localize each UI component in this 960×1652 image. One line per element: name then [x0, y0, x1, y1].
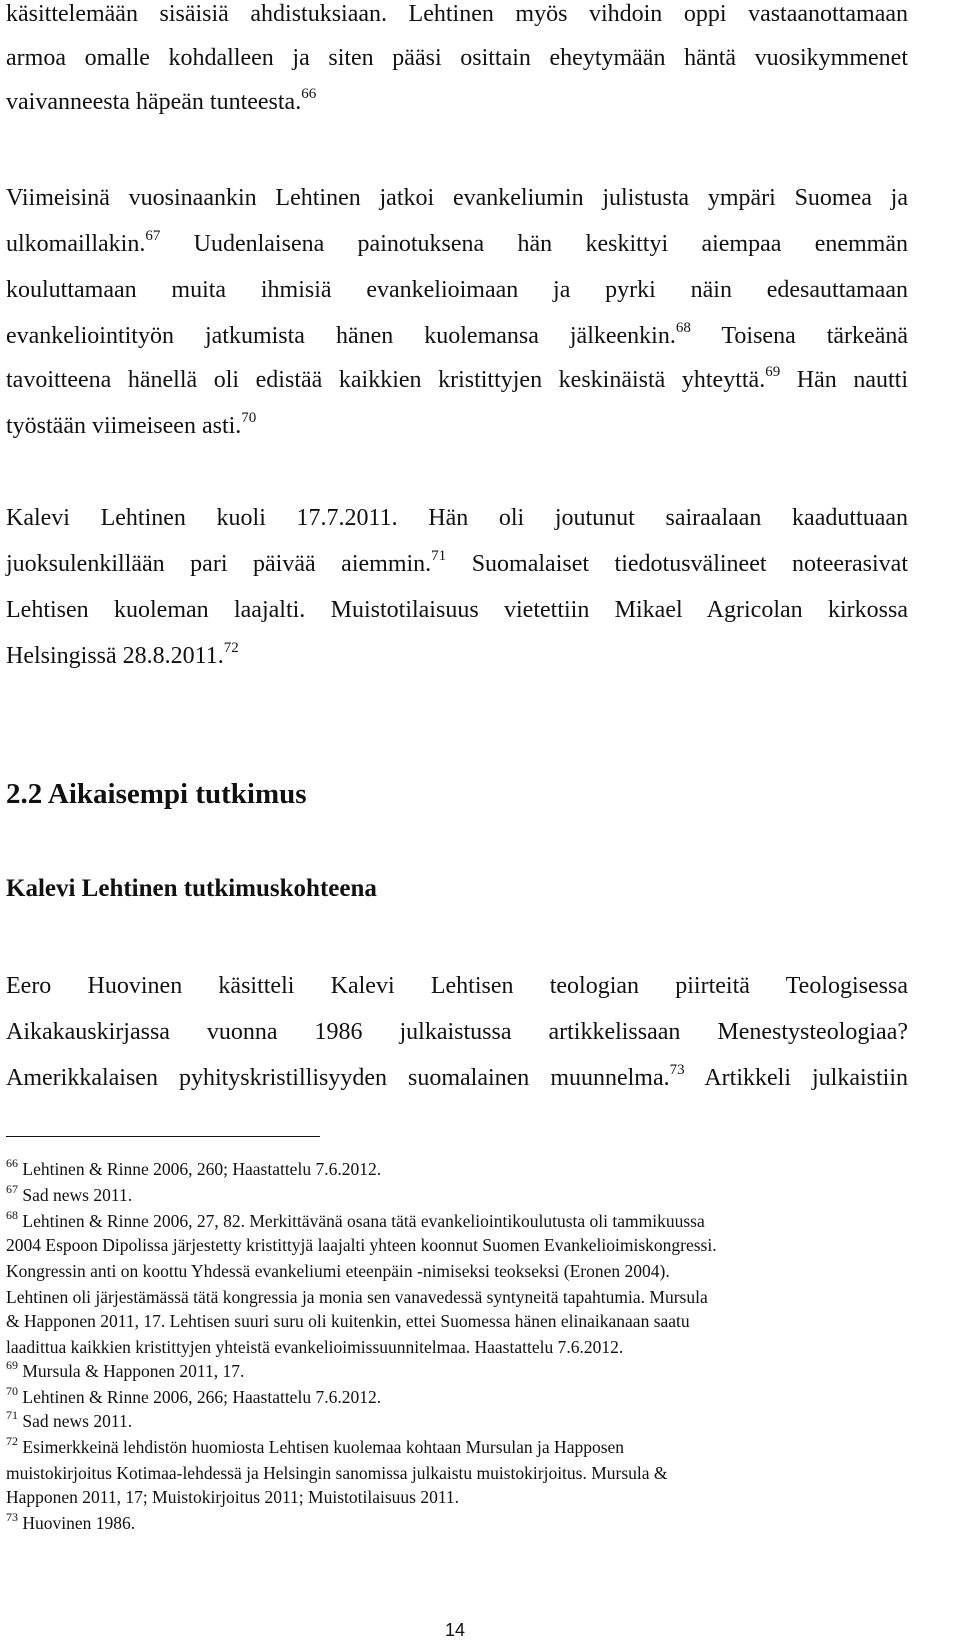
paragraph-line: [6, 412, 908, 440]
footnote-ref[interactable]: 67: [145, 228, 161, 244]
footnote-ref[interactable]: 72: [223, 640, 239, 656]
footnote-text: Mursula & Happonen 2011, 17.: [18, 1361, 245, 1381]
paragraph-line: [6, 322, 908, 350]
footnote-line: muistokirjoitus Kotimaa-lehdessä ja Helsingin sanomissa julkaistu muistokirjoitus. Mursula &: [6, 1463, 668, 1483]
paragraph-line: [6, 88, 908, 116]
footnote: [6, 1436, 908, 1458]
page-number: 14: [444, 1620, 466, 1640]
text-span: juoksulenkillään pari päivää aiemmin.: [6, 551, 432, 577]
section-heading: 2.2 Aikaisempi tutkimus: [6, 778, 307, 810]
paragraph-line: [6, 366, 908, 394]
footnote-ref[interactable]: 71: [431, 548, 447, 564]
text-span: Helsingissä 28.8.2011.: [6, 643, 224, 669]
paragraph-line: Lehtisen kuoleman laajalti. Muistotilaisuus vietettiin Mikael Agricolan kirkossa: [6, 597, 908, 623]
footnote-line: Happonen 2011, 17; Muistokirjoitus 2011; Muistotilaisuus 2011.: [6, 1487, 460, 1507]
footnote-text: Esimerkkeinä lehdistön huomiosta Lehtisen kuolemaa kohtaan Mursulan ja Happosen: [18, 1437, 625, 1457]
footnote-number: 72: [6, 1434, 18, 1449]
text-span: Uudenlaisena painotuksena hän keskittyi aiempaa enemmän: [160, 231, 908, 257]
paragraph-line: käsittelemään sisäisiä ahdistuksiaan. Lehtinen myös vihdoin oppi vastaanottamaan: [6, 1, 908, 27]
footnote-number: 69: [6, 1358, 18, 1373]
text-span: Artikkeli julkaistiin: [684, 1065, 909, 1091]
footnote-number: 66: [6, 1156, 18, 1171]
footnote-separator: [6, 1136, 320, 1137]
paragraph-line: armoa omalle kohdalleen ja siten pääsi osittain eheytymään häntä vuosikymmenet: [6, 45, 908, 71]
paragraph-line: Eero Huovinen käsitteli Kalevi Lehtisen teologian piirteitä Teologisessa: [6, 973, 908, 999]
footnote-ref[interactable]: 66: [301, 86, 317, 102]
paragraph-line: [6, 1064, 908, 1092]
paragraph-line: Viimeisinä vuosinaankin Lehtinen jatkoi evankeliumin julistusta ympäri Suomea ja: [6, 185, 908, 211]
subsection-heading: Kalevi Lehtinen tutkimuskohteena: [6, 875, 377, 902]
footnote-line: laadittua kaikkien kristittyjen yhteistä evankelioimissuunnitelmaa. Haastattelu 7.6.2012.: [6, 1337, 624, 1357]
footnote-text: Lehtinen & Rinne 2006, 27, 82. Merkittävänä osana tätä evankeliointikoulutusta oli tammikuussa: [18, 1211, 705, 1231]
footnote-ref[interactable]: 73: [669, 1062, 685, 1078]
footnote-line: 2004 Espoon Dipolissa järjestetty kristittyjä laajalti yhteen koonnut Suomen Evankelioimiskongressi.: [6, 1235, 717, 1255]
footnote-number: 67: [6, 1182, 18, 1197]
text-span: Suomalaiset tiedotusvälineet noteerasivat: [446, 551, 908, 577]
footnote-text: Lehtinen & Rinne 2006, 266; Haastattelu 7.6.2012.: [18, 1387, 382, 1407]
footnote: [6, 1512, 908, 1534]
footnote: [6, 1210, 908, 1232]
footnote-line: Lehtinen oli järjestämässä tätä kongressia ja monia sen vanavedessä syntyneitä tapahtumia. Mursula: [6, 1287, 708, 1307]
text-span: evankeliointityön jatkumista hänen kuolemansa jälkeenkin.: [6, 323, 676, 349]
footnote-text: Huovinen 1986.: [18, 1513, 136, 1533]
footnote: [6, 1360, 908, 1382]
text-span: ulkomaillakin.: [6, 231, 146, 257]
paragraph-line: [6, 642, 908, 670]
footnote-ref[interactable]: 70: [241, 410, 257, 426]
text-span: Toisena tärkeänä: [690, 323, 908, 349]
footnote: [6, 1410, 908, 1432]
text-span: Hän nautti: [780, 367, 909, 393]
footnote: [6, 1386, 908, 1408]
footnote-text: Sad news 2011.: [18, 1411, 133, 1431]
footnote-ref[interactable]: 68: [675, 320, 691, 336]
paragraph-line: Aikakauskirjassa vuonna 1986 julkaistussa artikkelissaan Menestysteologiaa?: [6, 1019, 908, 1045]
text-span: Amerikkalaisen pyhityskristillisyyden suomalainen muunnelma.: [6, 1065, 670, 1091]
footnote-ref[interactable]: 69: [765, 364, 781, 380]
footnote-number: 73: [6, 1510, 18, 1525]
paragraph-line: kouluttamaan muita ihmisiä evankelioimaan ja pyrki näin edesauttamaan: [6, 277, 908, 303]
footnote: [6, 1184, 908, 1206]
text-span: vaivanneesta häpeän tunteesta.: [6, 89, 302, 115]
footnote-text: Sad news 2011.: [18, 1185, 133, 1205]
footnote-number: 71: [6, 1408, 18, 1423]
footnote-line: & Happonen 2011, 17. Lehtisen suuri suru oli kuitenkin, ettei Suomessa hänen elinaikanaan saatu: [6, 1311, 690, 1331]
footnote-number: 70: [6, 1384, 18, 1399]
paragraph-line: [6, 550, 908, 578]
paragraph-line: [6, 230, 908, 258]
text-span: tavoitteena hänellä oli edistää kaikkien kristittyjen keskinäistä yhteyttä.: [6, 367, 766, 393]
footnote-text: Lehtinen & Rinne 2006, 260; Haastattelu 7.6.2012.: [18, 1159, 382, 1179]
text-span: työstään viimeiseen asti.: [6, 413, 242, 439]
paragraph-line: Kalevi Lehtinen kuoli 17.7.2011. Hän oli joutunut sairaalaan kaaduttuaan: [6, 505, 908, 531]
footnote-number: 68: [6, 1208, 18, 1223]
footnote: [6, 1158, 908, 1180]
footnote-line: Kongressin anti on koottu Yhdessä evankeliumi eteenpäin -nimiseksi teokseksi (Eronen 2004).: [6, 1261, 670, 1281]
